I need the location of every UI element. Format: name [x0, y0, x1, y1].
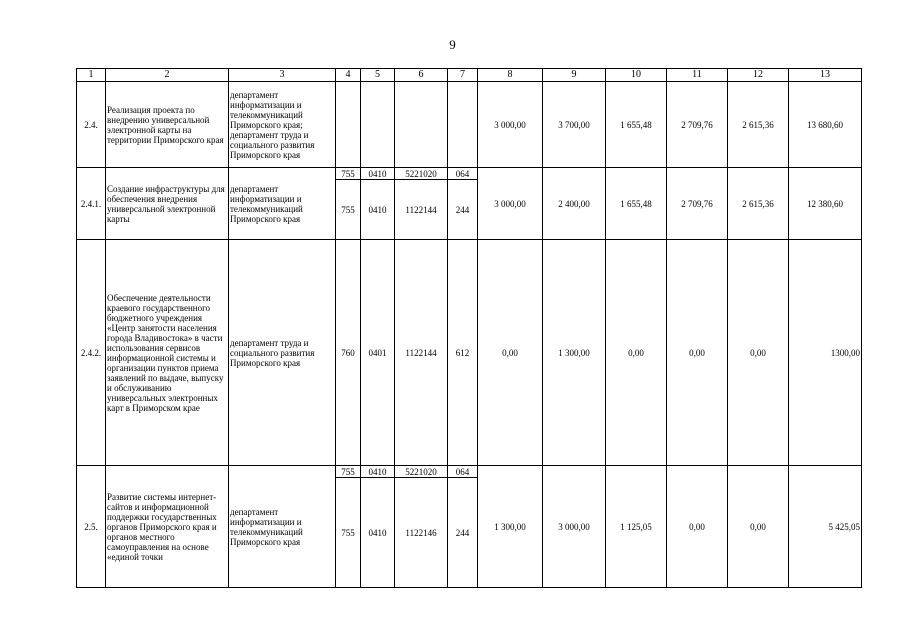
- value-col-9: 2 400,00: [543, 168, 606, 240]
- table-row: [77, 240, 862, 466]
- code-expense-type: 064: [448, 466, 478, 478]
- header-cell: 4: [336, 69, 361, 82]
- row-number: 2.4.1.: [77, 168, 106, 240]
- header-cell: 12: [728, 69, 789, 82]
- code-ministry: 755: [336, 478, 361, 588]
- value-col-11: 2 709,76: [667, 82, 728, 168]
- value-col-10: 1 125,05: [606, 466, 667, 588]
- value-col-9: 3 700,00: [543, 82, 606, 168]
- value-col-11: 0,00: [667, 240, 728, 466]
- code-ministry: [336, 82, 361, 168]
- header-cell: 10: [606, 69, 667, 82]
- code-ministry: 755: [336, 168, 361, 180]
- code-section: 0401: [361, 240, 395, 466]
- table-row: [77, 466, 862, 478]
- header-cell: 9: [543, 69, 606, 82]
- value-col-8: 3 000,00: [478, 168, 543, 240]
- value-col-13: 12 380,60: [789, 168, 862, 240]
- code-target: 5221020: [395, 466, 448, 478]
- value-col-12: 0,00: [728, 466, 789, 588]
- code-expense-type: 244: [448, 180, 478, 240]
- code-target: 1122146: [395, 478, 448, 588]
- value-col-12: 0,00: [728, 240, 789, 466]
- value-col-10: 1 655,48: [606, 168, 667, 240]
- row-department: департамент труда и социального развития Приморского края: [229, 240, 336, 466]
- code-expense-type: 612: [448, 240, 478, 466]
- value-col-12: 2 615,36: [728, 82, 789, 168]
- value-col-11: 2 709,76: [667, 168, 728, 240]
- code-expense-type: [448, 82, 478, 168]
- table-row: [77, 168, 862, 180]
- code-expense-type: 244: [448, 478, 478, 588]
- code-section: 0410: [361, 180, 395, 240]
- value-col-9: 3 000,00: [543, 466, 606, 588]
- header-cell: 13: [789, 69, 862, 82]
- value-col-10: 1 655,48: [606, 82, 667, 168]
- code-target: 1122144: [395, 180, 448, 240]
- header-row: [77, 69, 862, 82]
- code-ministry: 755: [336, 180, 361, 240]
- header-cell: 7: [448, 69, 478, 82]
- page-number: 9: [449, 37, 456, 52]
- value-col-13: 5 425,05: [789, 466, 862, 588]
- code-target: [395, 82, 448, 168]
- value-col-9: 1 300,00: [543, 240, 606, 466]
- row-name: Обеспечение деятельности краевого государственного бюджетного учреждения «Центр занятости населения города Владивостока» в части использования сервисов информационной системы и организации пунктов приема заявлений по выдаче, выпуску и обслуживанию универсальных электронных карт в Приморском крае: [106, 240, 229, 466]
- value-col-13: 1300,00: [789, 240, 862, 466]
- code-ministry: 760: [336, 240, 361, 466]
- header-cell: 2: [106, 69, 229, 82]
- header-cell: 1: [77, 69, 106, 82]
- header-cell: 5: [361, 69, 395, 82]
- row-department: департамент информатизации и телекоммуникаций Приморского края: [229, 466, 336, 588]
- header-cell: 8: [478, 69, 543, 82]
- code-section: 0410: [361, 478, 395, 588]
- row-number: 2.4.2.: [77, 240, 106, 466]
- value-col-10: 0,00: [606, 240, 667, 466]
- row-department: департамент информатизации и телекоммуникаций Приморского края; департамент труда и социального развития Приморского края: [229, 82, 336, 168]
- row-name: Развитие системы интернет-сайтов и информационной поддержки государственных органов Приморского края и органов местного самоуправления на основе «единой точки: [106, 466, 229, 588]
- code-expense-type: 064: [448, 168, 478, 180]
- header-cell: 11: [667, 69, 728, 82]
- row-name: Реализация проекта по внедрению универсальной электронной карты на территории Приморского края: [106, 82, 229, 168]
- code-section: 0410: [361, 466, 395, 478]
- value-col-13: 13 680,60: [789, 82, 862, 168]
- code-section: [361, 82, 395, 168]
- budget-table: [76, 68, 862, 588]
- value-col-8: 0,00: [478, 240, 543, 466]
- code-target: 5221020: [395, 168, 448, 180]
- table-row: [77, 82, 862, 168]
- value-col-8: 1 300,00: [478, 466, 543, 588]
- code-ministry: 755: [336, 466, 361, 478]
- value-col-12: 2 615,36: [728, 168, 789, 240]
- row-number: 2.4.: [77, 82, 106, 168]
- row-department: департамент информатизации и телекоммуникаций Приморского края: [229, 168, 336, 240]
- value-col-8: 3 000,00: [478, 82, 543, 168]
- code-target: 1122144: [395, 240, 448, 466]
- row-number: 2.5.: [77, 466, 106, 588]
- header-cell: 3: [229, 69, 336, 82]
- header-cell: 6: [395, 69, 448, 82]
- row-name: Создание инфраструктуры для обеспечения внедрения универсальной электронной карты: [106, 168, 229, 240]
- value-col-11: 0,00: [667, 466, 728, 588]
- code-section: 0410: [361, 168, 395, 180]
